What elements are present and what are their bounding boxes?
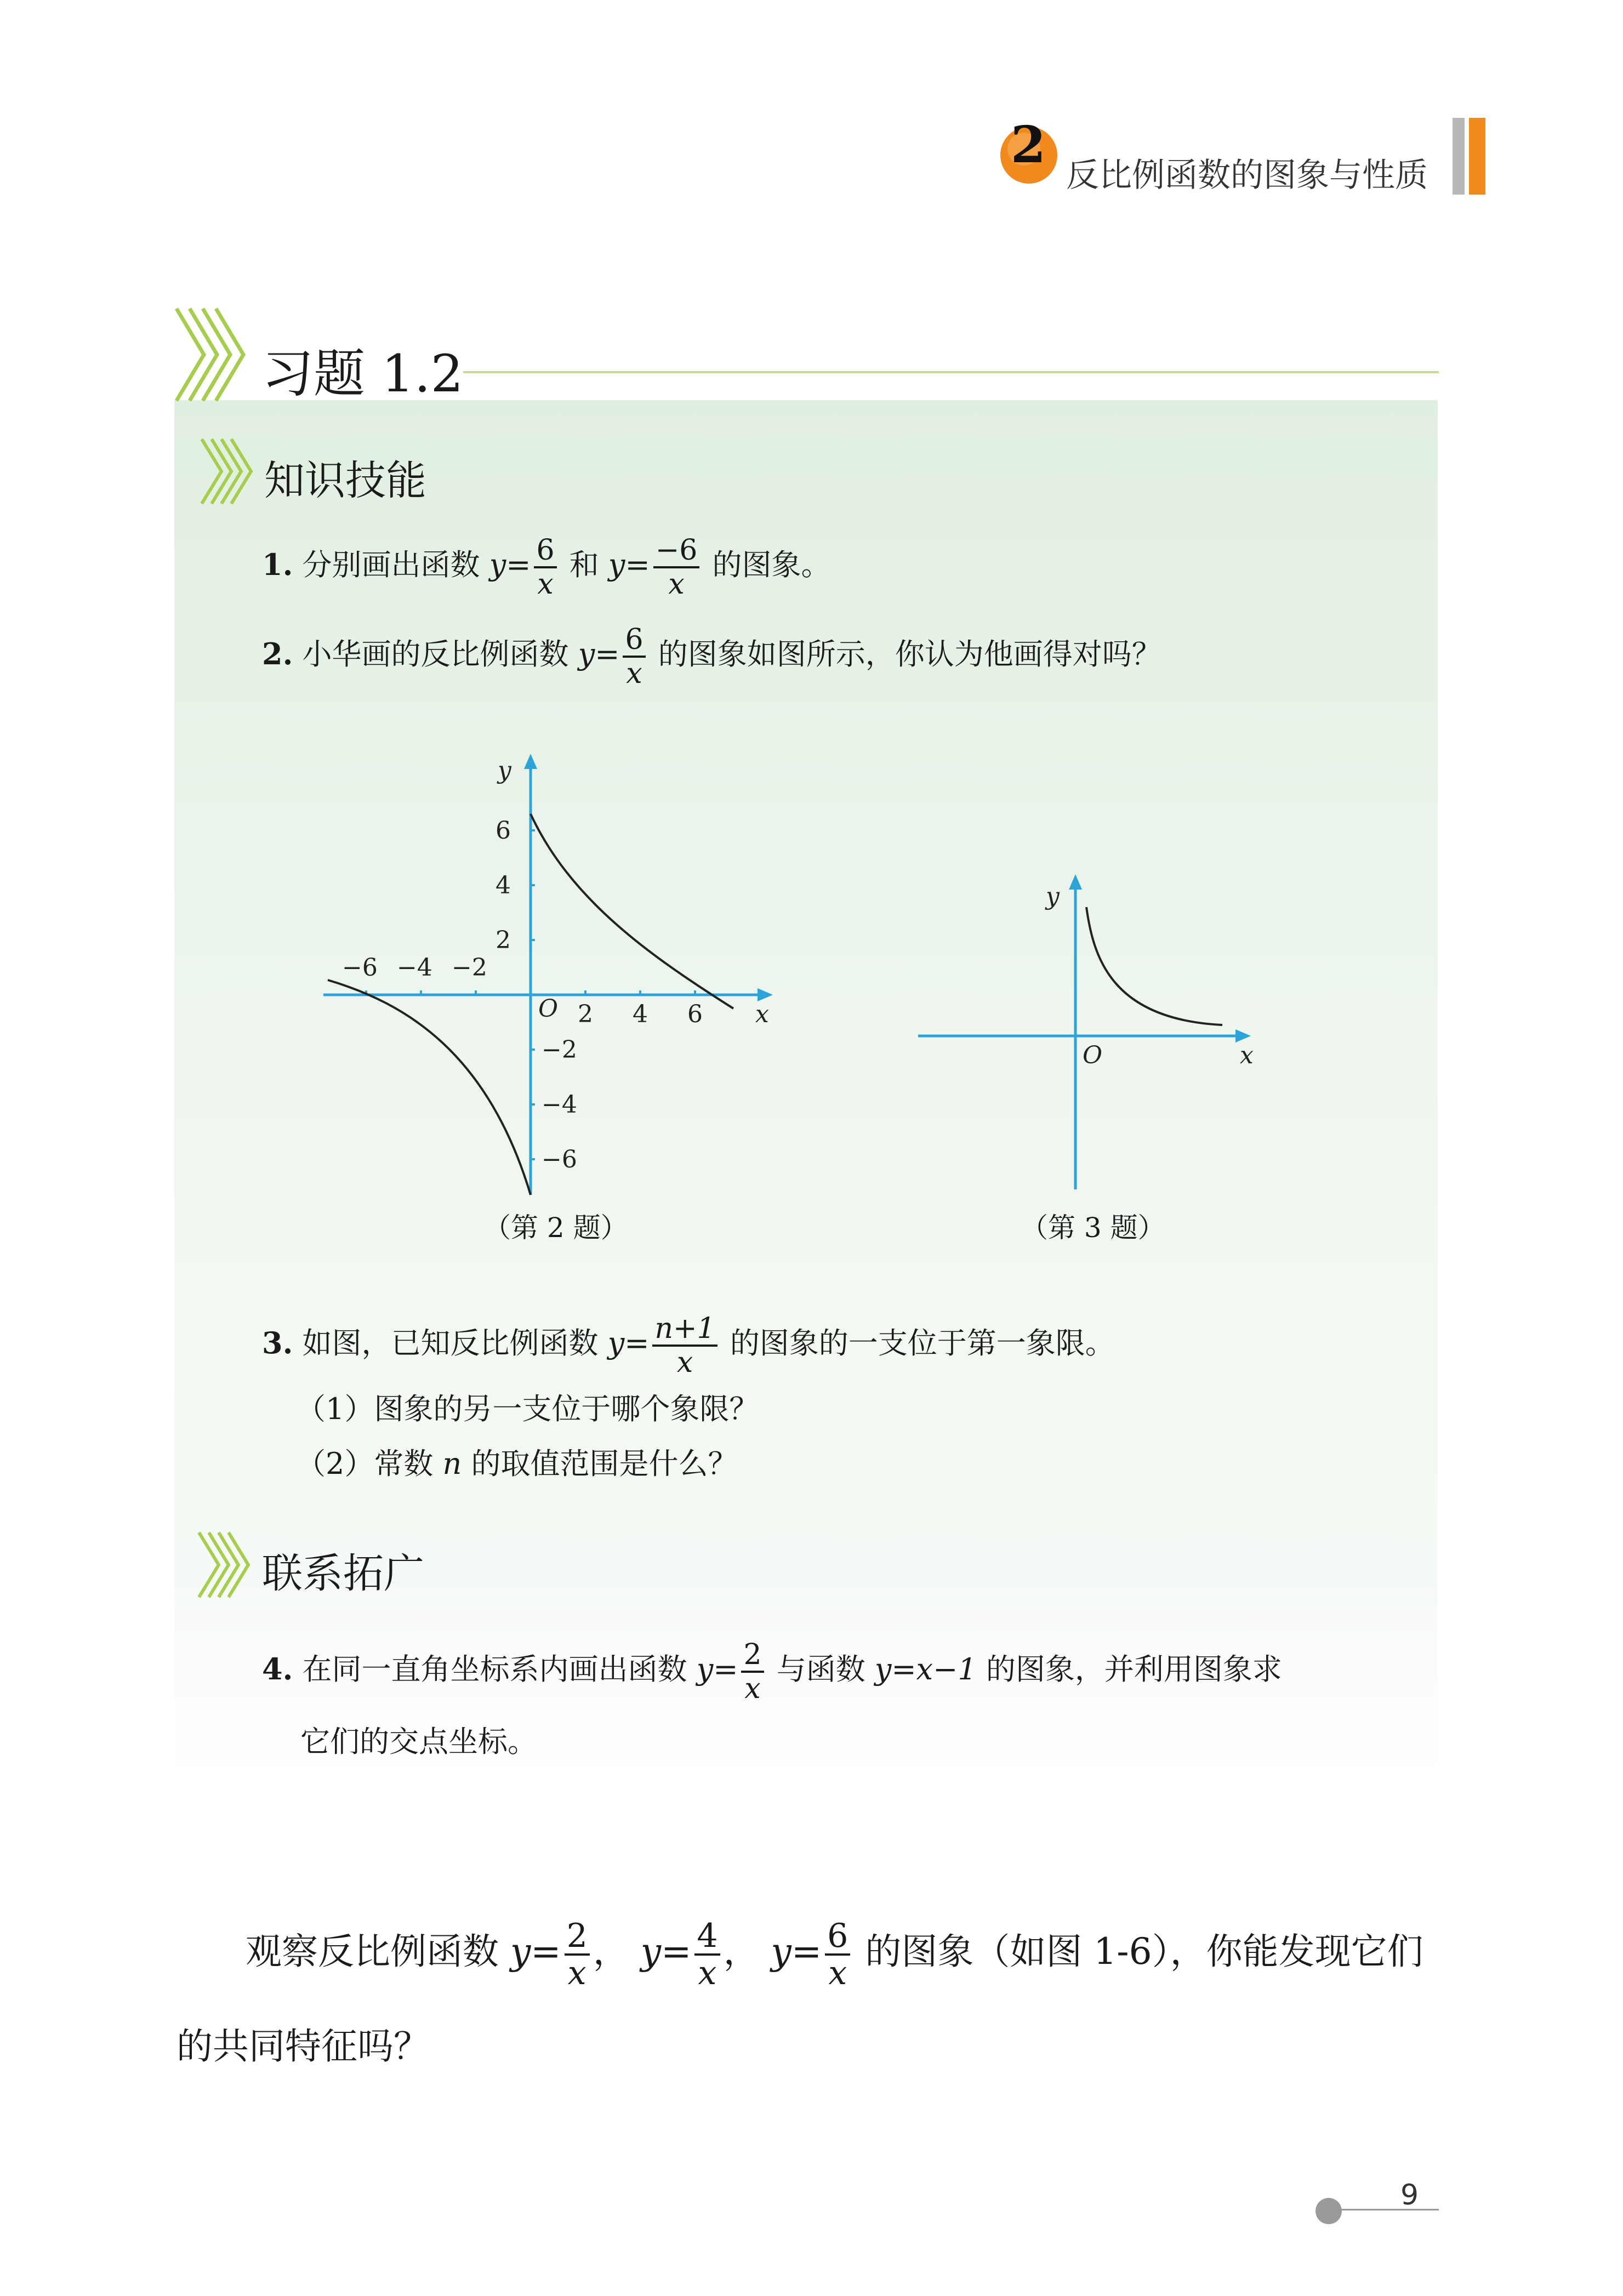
x-axis-label: x bbox=[755, 1000, 769, 1028]
math-var: y bbox=[510, 1930, 531, 1973]
fraction-numerator: n+1 bbox=[652, 1313, 717, 1347]
fraction bbox=[534, 534, 556, 600]
math-op: = bbox=[791, 1930, 822, 1973]
figure-2-graph bbox=[307, 745, 800, 1211]
question-text: 的图象。 bbox=[712, 548, 831, 582]
fraction-denominator: x bbox=[744, 1672, 761, 1705]
question-number: 3. bbox=[262, 1325, 293, 1360]
x-tick-label: 6 bbox=[687, 1000, 703, 1028]
fraction bbox=[652, 1313, 717, 1378]
math-var: n bbox=[442, 1446, 462, 1481]
math-var: y bbox=[578, 637, 595, 671]
x-tick-label: 2 bbox=[578, 1000, 593, 1028]
x-axis-label: x bbox=[1240, 1041, 1254, 1069]
question-text: 的取值范围是什么？ bbox=[471, 1446, 738, 1481]
body-text: ， bbox=[593, 1930, 629, 1973]
math-var: y bbox=[696, 1652, 714, 1687]
fraction bbox=[741, 1639, 764, 1705]
body-paragraph-line-2: 的共同特征吗？ bbox=[176, 2025, 430, 2067]
math-op: = bbox=[506, 548, 531, 582]
question-2 bbox=[262, 624, 1161, 690]
question-text: 与函数 bbox=[776, 1652, 865, 1687]
question-number: 2. bbox=[262, 636, 293, 671]
chevron-icon bbox=[195, 1529, 260, 1600]
y-axis-arrow bbox=[1069, 874, 1082, 890]
fraction-denominator: x bbox=[698, 1954, 717, 1992]
curve-branch bbox=[1086, 907, 1222, 1025]
origin-label: O bbox=[538, 995, 559, 1023]
question-text: 的图象的一支位于第一象限。 bbox=[730, 1326, 1115, 1360]
figure-3-graph bbox=[904, 866, 1261, 1195]
math-op: = bbox=[531, 1930, 561, 1973]
question-4-line-2: 它们的交点坐标。 bbox=[300, 1724, 537, 1759]
question-text: 的图象，并利用图象求 bbox=[986, 1652, 1282, 1687]
y-tick-label: −6 bbox=[542, 1146, 577, 1173]
fraction bbox=[565, 1918, 590, 1991]
body-text: 观察反比例函数 bbox=[246, 1930, 499, 1973]
fraction-denominator: x bbox=[676, 1346, 693, 1379]
page-dot bbox=[1316, 2198, 1342, 2224]
page-rule bbox=[1337, 2209, 1439, 2210]
math-var: y bbox=[640, 1930, 662, 1973]
math-op: = bbox=[624, 1326, 650, 1360]
question-text: 小华画的反比例函数 bbox=[302, 637, 569, 671]
x-tick-label: −2 bbox=[452, 954, 487, 982]
y-tick-label: −2 bbox=[542, 1036, 577, 1064]
figure-3-caption: （第 3 题） bbox=[1021, 1212, 1165, 1244]
fraction-numerator: 2 bbox=[741, 1639, 764, 1673]
fraction-numerator: 6 bbox=[825, 1918, 850, 1956]
math-var: y bbox=[608, 548, 625, 582]
y-axis-label: y bbox=[498, 756, 511, 784]
fraction bbox=[694, 1918, 720, 1991]
fraction-denominator: x bbox=[828, 1954, 847, 1992]
math-var: y bbox=[607, 1326, 625, 1360]
question-text: （2）常数 bbox=[296, 1446, 434, 1481]
question-number: 1. bbox=[262, 547, 293, 582]
y-axis-label: y bbox=[1046, 882, 1060, 910]
question-text: 分别画出函数 bbox=[302, 548, 480, 582]
body-text: ， bbox=[723, 1930, 760, 1973]
y-tick-label: 4 bbox=[496, 871, 511, 899]
exercise-title: 习题 1.2 bbox=[262, 344, 464, 404]
title-rule bbox=[463, 371, 1439, 373]
x-tick-label: 4 bbox=[633, 1000, 648, 1028]
math-op: = bbox=[713, 1652, 738, 1687]
fraction-denominator: x bbox=[567, 1954, 586, 1992]
y-tick-label: 6 bbox=[496, 817, 511, 845]
fraction-numerator: 2 bbox=[565, 1918, 590, 1956]
math-op: = bbox=[625, 548, 650, 582]
fraction-numerator: 6 bbox=[623, 624, 645, 658]
section-heading-knowledge: 知识技能 bbox=[264, 457, 426, 504]
question-3-part-1: （1）图象的另一支位于哪个象限？ bbox=[296, 1392, 759, 1426]
x-tick-label: −4 bbox=[397, 954, 432, 982]
header-bar-gray bbox=[1453, 118, 1465, 195]
fraction-numerator: −6 bbox=[653, 534, 700, 568]
figure-2-caption: （第 2 题） bbox=[483, 1212, 628, 1244]
curve-branch-2 bbox=[328, 980, 531, 1195]
y-axis-arrow bbox=[524, 754, 537, 769]
math-op: = bbox=[595, 637, 620, 671]
fraction bbox=[825, 1918, 850, 1991]
question-text: 如图，已知反比例函数 bbox=[302, 1326, 599, 1360]
chapter-number: 2 bbox=[1010, 115, 1046, 174]
question-text: 在同一直角坐标系内画出函数 bbox=[302, 1652, 687, 1687]
y-tick-label: 2 bbox=[496, 926, 511, 954]
fraction-numerator: 4 bbox=[694, 1918, 720, 1956]
x-axis-arrow bbox=[1235, 1029, 1251, 1042]
body-paragraph bbox=[246, 1918, 1423, 1991]
section-heading-extension: 联系拓广 bbox=[262, 1550, 424, 1597]
chevron-icon bbox=[197, 436, 263, 507]
section-title: 反比例函数的图象与性质 bbox=[1066, 156, 1428, 195]
page-number: 9 bbox=[1400, 2179, 1419, 2212]
question-text: 和 bbox=[569, 548, 599, 582]
fraction-denominator: x bbox=[537, 568, 554, 601]
math-var: y bbox=[489, 548, 506, 582]
body-text: 的图象（如图 1-6），你能发现它们 bbox=[865, 1930, 1423, 1973]
question-1 bbox=[262, 534, 831, 600]
x-axis-arrow bbox=[758, 988, 773, 1001]
origin-label: O bbox=[1083, 1041, 1103, 1069]
math-op: = bbox=[661, 1930, 692, 1973]
question-3 bbox=[262, 1313, 1115, 1378]
fraction-denominator: x bbox=[668, 568, 685, 601]
y-tick-label: −4 bbox=[542, 1091, 577, 1119]
question-number: 4. bbox=[262, 1651, 293, 1687]
fraction-denominator: x bbox=[626, 657, 642, 690]
chevron-icon bbox=[170, 304, 258, 406]
fraction bbox=[653, 534, 700, 600]
x-tick-label: −6 bbox=[342, 954, 378, 982]
header-bar-orange bbox=[1469, 118, 1485, 195]
fraction-numerator: 6 bbox=[534, 534, 556, 568]
question-4 bbox=[262, 1639, 1282, 1705]
question-3-part-2 bbox=[296, 1444, 737, 1484]
math-expression: y=x−1 bbox=[874, 1652, 977, 1687]
fraction bbox=[623, 624, 645, 690]
question-text: 的图象如图所示，你认为他画得对吗？ bbox=[658, 637, 1161, 671]
math-var: y bbox=[771, 1930, 791, 1973]
curve-branch-1 bbox=[531, 814, 733, 1009]
